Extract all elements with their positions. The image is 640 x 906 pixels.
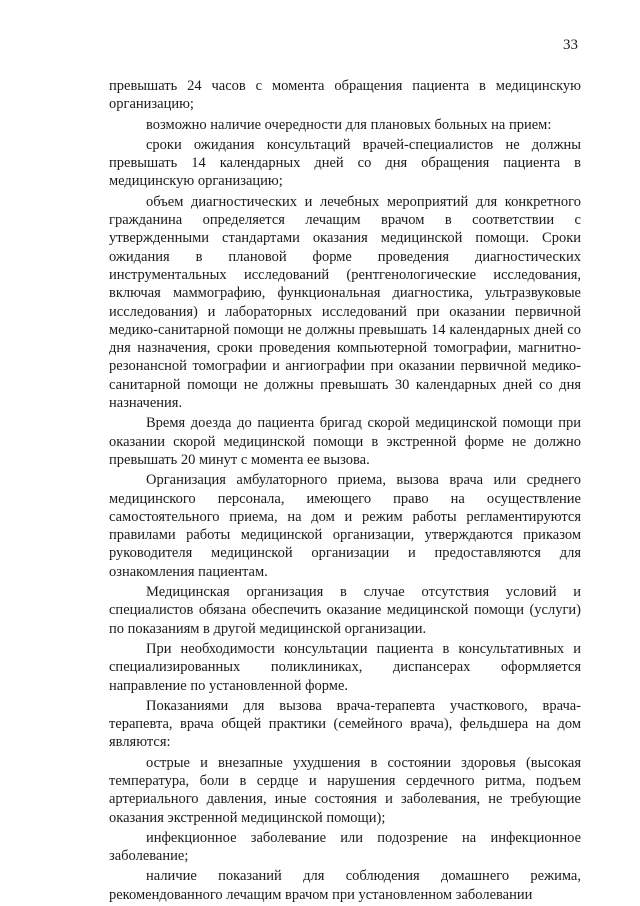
document-body <box>109 77 581 906</box>
paragraph: возможно наличие очередности для плановых больных на прием: <box>146 116 552 133</box>
paragraph: Медицинская организация в случае отсутствия условий и специалистов обязана обеспечить оказание медицинской помощи (услуги) по показаниям в другой медицинской организации. <box>109 584 581 637</box>
paragraph: острые и внезапные ухудшения в состоянии здоровья (высокая температура, боли в сердце и нарушения сердечного ритма, подъем артериального давления, иные состояния и заболевания, не требующие оказания экстренной медицинской помощи); <box>109 754 581 826</box>
page-number: 33 <box>563 37 578 53</box>
paragraph: сроки ожидания консультаций врачей-специалистов не должны превышать 14 календарных дней со дня обращения пациента в медицинскую организацию; <box>109 136 581 190</box>
paragraph: инфекционное заболевание или подозрение на инфекционное заболевание; <box>109 829 581 865</box>
paragraph: Организация амбулаторного приема, вызова врача или среднего медицинского персонала, имеющего право на осуществление самостоятельного приема, на дом и режим работы регламентируются правилами работы медицинской организации, утверждаются приказом руководителя медицинской организации и предоставляются для ознакомления пациентам. <box>109 472 581 580</box>
paragraph: наличие показаний для соблюдения домашнего режима, рекомендованного лечащим врачом при установленном заболевании <box>109 868 581 903</box>
paragraph: При необходимости консультации пациента в консультативных и специализированных поликлиниках, диспансерах оформляется направление по установленной форме. <box>109 640 581 694</box>
paragraph: превышать 24 часов с момента обращения пациента в медицинскую организацию; <box>109 78 581 113</box>
paragraph: Время доезда до пациента бригад скорой медицинской помощи при оказании скорой медицинской помощи в экстренной форме не должно превышать 20 минут с момента ее вызова. <box>109 415 581 468</box>
paragraph: Показаниями для вызова врача-терапевта участкового, врача-терапевта, врача общей практики (семейного врача), фельдшера на дом являются: <box>109 697 581 751</box>
paragraph: объем диагностических и лечебных мероприятий для конкретного гражданина определяется лечащим врачом в соответствии с утвержденными стандартами оказания медицинской помощи. Сроки ожидания в плановой форме проведения диагностических инструментальных исследований (рентгенологические исследования, включая маммографию, функциональная диагностика, ультразвуковые исследования) и лабораторных исследований при оказании первичной медико-санитарной помощи не должны превышать 14 календарных дней со дня назначения, сроки проведения компьютерной томографии, магнитно-резонансной томографии и ангиографии при оказании первичной медико-санитарной помощи не должны превышать 30 календарных дней со дня назначения. <box>109 193 581 412</box>
